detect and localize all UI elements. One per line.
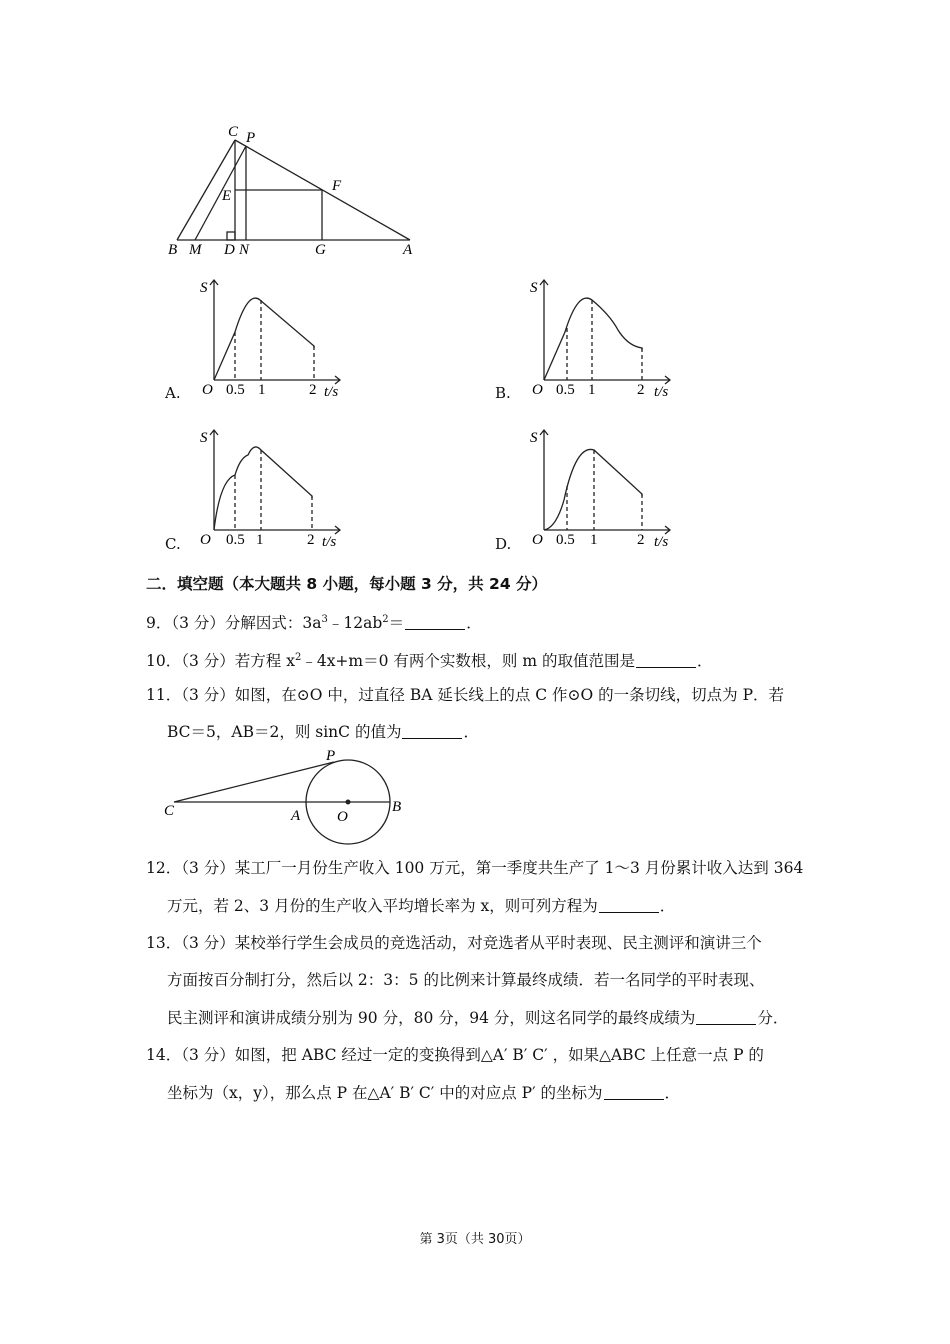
section-heading: 二．填空题（本大题共 8 小题，每小题 3 分，共 24 分） [146, 575, 548, 593]
answer-blank[interactable] [402, 724, 462, 739]
origin-label: O [532, 532, 543, 548]
x-axis-label: t/s [654, 534, 669, 550]
q-text: 分解因式：3a [224, 614, 322, 633]
circle-center-dot [346, 800, 351, 805]
tick-label: 0.5 [226, 382, 245, 398]
q-text: 若方程 x [234, 652, 295, 671]
tick-label: 0.5 [556, 532, 575, 548]
tick-label: 1 [588, 382, 596, 398]
q-score: （3 分） [181, 652, 235, 671]
tick-label: 1 [256, 532, 264, 548]
q-tail: 分． [757, 1009, 789, 1027]
option-a-label: A. [165, 384, 181, 402]
origin-label: O [200, 532, 211, 548]
q-num: 11． [146, 686, 182, 704]
graph-option-a [190, 270, 355, 400]
q-text: ﹣4x+m＝0 有两个实数根，则 m 的取值范围是 [301, 652, 635, 671]
triangle-label: B [168, 242, 178, 258]
circle-label: P [326, 748, 336, 764]
q-text: 如图，在⊙O 中，过直径 BA 延长线上的点 C 作⊙O 的一条切线，切点为 P．若 [234, 686, 785, 704]
triangle-label: A [403, 242, 413, 258]
triangle-figure [160, 120, 430, 260]
q-score: （3 分） [181, 1046, 235, 1064]
question-13 [146, 933, 762, 953]
question-12-line-2 [167, 896, 675, 916]
question-11-line-2 [167, 722, 479, 742]
x-axis-label: t/s [654, 384, 669, 400]
origin-label: O [202, 382, 213, 398]
q-text: 某工厂一月份生产收入 100 万元，第一季度共生产了 1～3 月份累计收入达到 364 [234, 859, 804, 877]
q-tail: ． [463, 723, 479, 741]
question-9 [146, 610, 482, 633]
q-num: 12． [146, 859, 182, 877]
q-score: （3 分） [171, 614, 225, 633]
circle-label: B [392, 799, 402, 815]
tick-label: 0.5 [226, 532, 245, 548]
question-11 [146, 685, 784, 705]
x-axis-label: t/s [322, 534, 337, 550]
q-num: 10． [146, 652, 182, 671]
y-axis-label: S [530, 430, 538, 446]
q-tail: ． [659, 897, 676, 915]
q-text: 万元，若 2、3 月份的生产收入平均增长率为 x，则可列方程为 [167, 897, 598, 915]
q-exp: 3 [321, 614, 328, 625]
tick-label: 1 [258, 382, 266, 398]
q-exp: 2 [382, 614, 389, 625]
graph-option-d [520, 420, 685, 550]
x-axis-label: t/s [324, 384, 339, 400]
q-text: 民主测评和演讲成绩分别为 90 分，80 分，94 分，则这名同学的最终成绩为 [167, 1009, 696, 1027]
question-14-line-2 [167, 1083, 680, 1103]
tick-label: 0.5 [556, 382, 575, 398]
circle-label: A [291, 808, 301, 824]
option-d-label: D. [495, 535, 512, 553]
answer-blank[interactable] [696, 1010, 756, 1025]
q-score: （3 分） [181, 859, 235, 877]
answer-blank[interactable] [405, 615, 465, 630]
origin-label: O [532, 382, 543, 398]
q-score: （3 分） [181, 934, 235, 952]
triangle-label: M [189, 242, 202, 258]
triangle-label: G [315, 242, 326, 258]
y-axis-label: S [530, 280, 538, 296]
triangle-label: N [239, 242, 250, 258]
option-c-label: C. [165, 535, 181, 553]
option-b-label: B. [495, 384, 511, 402]
q-text: 如图，把 ABC 经过一定的变换得到△A′ B′ C′ ，如果△ABC 上任意一点 P 的 [234, 1046, 764, 1064]
circle-label: C [164, 803, 175, 819]
q-num: 13． [146, 934, 182, 952]
page-footer: 第 3页（共 30页） [419, 1232, 531, 1247]
question-14 [146, 1045, 764, 1065]
q-score: （3 分） [181, 686, 235, 704]
q-text: 方面按百分制打分，然后以 2：3：5 的比例来计算最终成绩．若一名同学的平时表现、 [167, 971, 765, 989]
y-axis-label: S [200, 280, 208, 296]
q-exp: 2 [294, 652, 302, 663]
q-text: 某校举行学生会成员的竞选活动，对竞选者从平时表现、民主测评和演讲三个 [234, 934, 762, 952]
q-text: BC＝5，AB＝2，则 sinC 的值为 [167, 723, 402, 741]
circle-label: O [337, 809, 348, 825]
q-tail: ． [664, 1084, 681, 1102]
q-tail: ． [696, 652, 713, 671]
triangle-label: C [228, 124, 239, 140]
q-text: ﹣12ab [327, 614, 383, 633]
tick-label: 2 [637, 532, 645, 548]
circle-figure [160, 745, 420, 850]
triangle-label: F [332, 178, 342, 194]
q-tail: ． [466, 614, 482, 633]
q-num: 14． [146, 1046, 182, 1064]
q-text: ＝ [388, 614, 405, 633]
y-axis-label: S [200, 430, 208, 446]
tick-label: 2 [637, 382, 645, 398]
graph-option-b [520, 270, 685, 400]
answer-blank[interactable] [604, 1085, 664, 1100]
q-num: 9． [146, 614, 172, 633]
q-text: 坐标为（x，y），那么点 P 在△A′ B′ C′ 中的对应点 P′ 的坐标为 [167, 1084, 603, 1102]
answer-blank[interactable] [636, 653, 696, 668]
question-13-line-3 [167, 1008, 788, 1028]
tick-label: 1 [590, 532, 598, 548]
question-12 [146, 858, 803, 878]
triangle-label: E [222, 188, 232, 204]
question-13-line-2 [167, 970, 764, 990]
triangle-label: P [246, 130, 256, 146]
question-10 [146, 648, 712, 671]
triangle-label: D [224, 242, 235, 258]
tick-label: 2 [309, 382, 317, 398]
graph-option-c [190, 420, 355, 550]
answer-blank[interactable] [599, 898, 659, 913]
tick-label: 2 [307, 532, 315, 548]
